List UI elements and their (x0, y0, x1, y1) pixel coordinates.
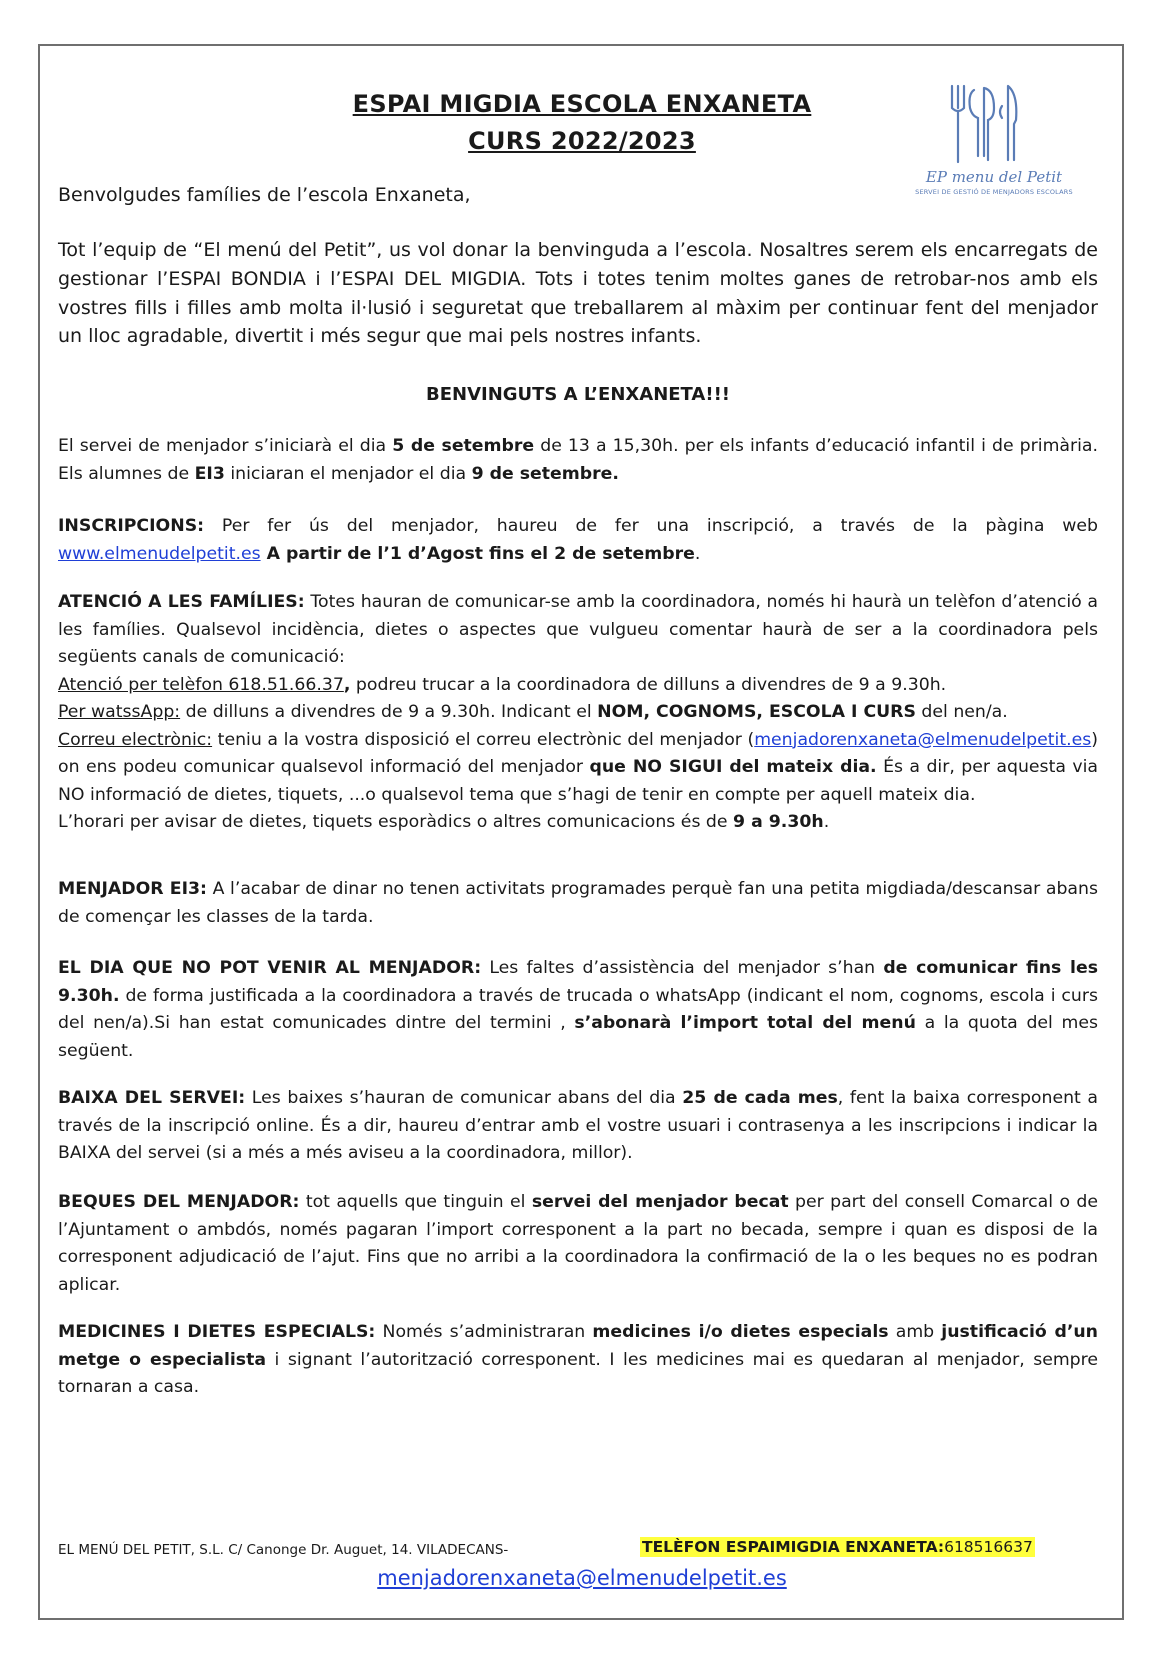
footer-phone: TELÈFON ESPAIMIGDIA ENXANETA:618516637 (642, 1538, 1033, 1556)
footer-company: EL MENÚ DEL PETIT, S.L. C/ Canonge Dr. Auguet, 14. VILADECANS- (58, 1542, 509, 1558)
intro-paragraph: Tot l’equip de “El menú del Petit”, us vol donar la benvinguda a l’escola. Nosaltres serem els encarregats de gestionar l’ESPAI BONDIA i l’ESPAI DEL MIGDIA. Tots i totes tenim moltes ganes de retrobar-nos amb els vostres fills i filles amb molta il·lusió i seguretat que treballarem al màxim per continuar fent del menjador un lloc agradable, divertit i més segur que mai pels nostres infants. (58, 239, 1098, 348)
email-link[interactable]: menjadorenxaneta@elmenudelpetit.es (754, 729, 1092, 750)
email-contact-label: Correu electrònic: (58, 729, 213, 750)
cutlery-logo-icon (912, 76, 1076, 171)
whatsapp-contact: Per watssApp: (58, 702, 181, 722)
greeting: Benvolgudes famílies de l’escola Enxaneta, (58, 184, 471, 206)
beques-paragraph: BEQUES DEL MENJADOR: tot aquells que tinguin el servei del menjador becat per part del consell Comarcal o de l’Ajuntament o ambdós, només pagaran l’import corresponent a la part no becada, sempre i quan es disposi de la corresponent adjudicació de l’ajut. Fins que no arribi a la coordinadora la confirmació de la o les beques no es podran aplicar. (58, 1192, 1098, 1295)
phone-contact: Atenció per telèfon 618.51.66.37 (58, 674, 344, 695)
welcome-heading: BENVINGUTS A L’ENXANETA!!! (425, 384, 730, 405)
atencio-section: ATENCIÓ A LES FAMÍLIES: Totes hauran de comunicar-se amb la coordinadora, només hi haurà un telèfon d’atenció a les famílies. Qualsevol incidència, dietes o aspectes que vulgueu comentar haurà de ser a la coordinadora pels següents canals de comunicació: Atenció per telèfon 618.51.66.37, podreu trucar a la coordinadora de dilluns a divendres de 9 a 9.30h. Per watssApp: de dilluns a divendres de 9 a 9.30h. Indicant el NOM, COGNOMS, ESCOLA I CURS del nen/a. Correu electrònic: teniu a la vostra disposició el correu electrònic del menjador (menjadorenxaneta@elmenudelpetit.es) on ens podeu comunicar qualsevol informació del menjador que NO SIGUI del mateix dia. És a dir, per aquesta via NO informació de dietes, tiquets, ...o qualsevol tema que s’hagi de tenir en compte per aquell mateix dia. L’horari per avisar de dietes, tiquets esporàdics o altres comunicacions és de 9 a 9.30h. (58, 592, 1098, 832)
inscripcions-paragraph: INSCRIPCIONS: Per fer ús del menjador, haureu de fer una inscripció, a través de la pàgina web www.elmenudelpetit.es A partir de l’1 d’Agost fins el 2 de setembre. (58, 516, 1098, 564)
start-paragraph: El servei de menjador s’iniciarà el dia 5 de setembre de 13 a 15,30h. per els infants d’educació infantil i de primària. Els alumnes de EI3 iniciaran el menjador el dia 9 de setembre. (58, 436, 1098, 484)
footer-email-link[interactable]: menjadorenxaneta@elmenudelpetit.es (377, 1566, 787, 1590)
website-link[interactable]: www.elmenudelpetit.es (58, 543, 261, 564)
absencia-label: EL DIA QUE NO POT VENIR AL MENJADOR: (58, 958, 482, 978)
footer-email (0, 1566, 1164, 1590)
ei3-paragraph: MENJADOR EI3: A l’acabar de dinar no tenen activitats programades perquè fan una petita migdiada/descansar abans de començar les classes de la tarda. (58, 879, 1098, 927)
baixa-label: BAIXA DEL SERVEI: (58, 1088, 246, 1108)
page-subtitle: CURS 2022/2023 (468, 127, 696, 155)
medicines-label: MEDICINES I DIETES ESPECIALS: (58, 1322, 376, 1342)
beques-label: BEQUES DEL MENJADOR: (58, 1192, 300, 1212)
logo-name: EP menu del Petit (925, 168, 1063, 186)
page-title: ESPAI MIGDIA ESCOLA ENXANETA (352, 90, 812, 118)
logo-tagline: SERVEI DE GESTIÓ DE MENJADORS ESCOLARS (915, 188, 1073, 196)
absencia-paragraph: EL DIA QUE NO POT VENIR AL MENJADOR: Les faltes d’assistència del menjador s’han de comunicar fins les 9.30h. de forma justificada a la coordinadora a través de trucada o whatsApp (indicant el nom, cognoms, escola i curs del nen/a).Si han estat comunicades dintre del termini , s’abonarà l’import total del menú a la quota del mes següent. (58, 958, 1098, 1061)
ei3-label: MENJADOR EI3: (58, 879, 207, 899)
atencio-label: ATENCIÓ A LES FAMÍLIES: (58, 592, 305, 612)
medicines-paragraph: MEDICINES I DIETES ESPECIALS: Només s’administraran medicines i/o dietes especials amb justificació d’un metge o especialista i signant l’autorització corresponent. I les medicines mai es quedaran al menjador, sempre tornaran a casa. (58, 1322, 1098, 1397)
baixa-paragraph: BAIXA DEL SERVEI: Les baixes s’hauran de comunicar abans del dia 25 de cada mes, fent la baixa corresponent a través de la inscripció online. És a dir, haureu d’entrar amb el vostre usuari i contrasenya a les inscripcions i indicar la BAIXA del servei (si a més a més aviseu a la coordinadora, millor). (58, 1088, 1099, 1163)
inscripcions-label: INSCRIPCIONS: (58, 516, 205, 536)
